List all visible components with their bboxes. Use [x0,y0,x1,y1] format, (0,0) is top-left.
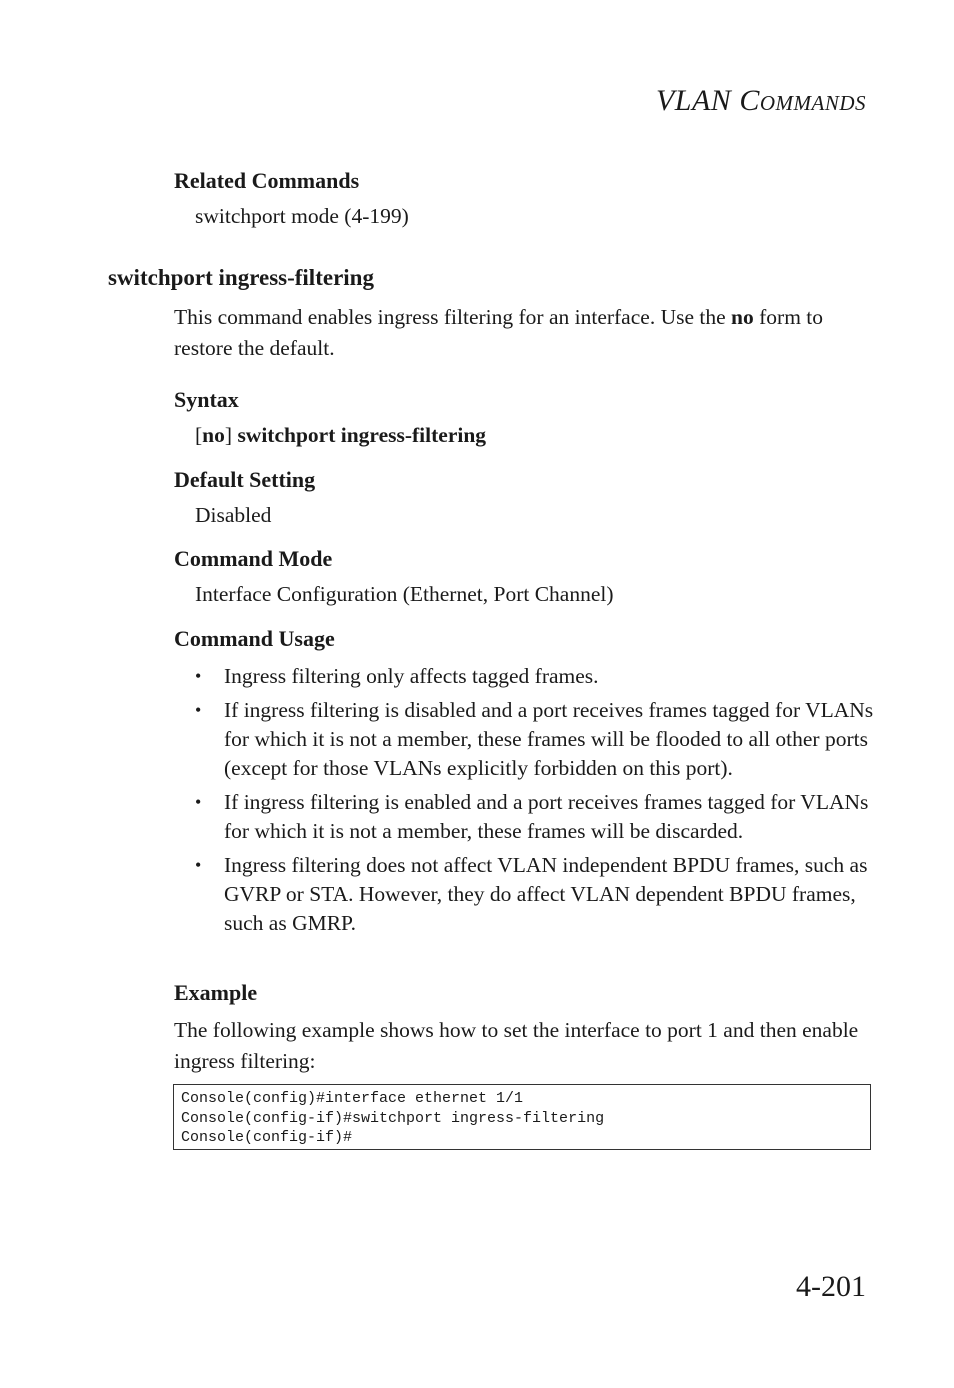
related-commands-heading: Related Commands [174,168,360,193]
bullet-icon: • [195,666,202,686]
code-line: Console(config-if)#switchport ingress-filtering [181,1109,605,1127]
list-item [195,788,875,846]
default-setting-heading: Default Setting [174,467,316,492]
list-item [195,662,875,691]
page-number: 4-201 [796,1270,866,1303]
command-title: switchport ingress-filtering [108,265,374,290]
syntax-optional-keyword: no [202,423,225,447]
running-header [656,84,866,118]
command-mode-value: Interface Configuration (Ethernet, Port Channel) [195,582,614,606]
command-description [174,302,874,364]
syntax-open-bracket: [ [195,423,203,447]
command-usage-heading: Command Usage [174,626,335,651]
description-after: form to restore the default. [174,305,824,360]
bullet-icon: • [195,855,202,875]
list-item [195,851,875,938]
list-item-text: If ingress filtering is enabled and a port receives frames tagged for VLANs for which it is not a member, these frames will be discarded. [224,790,869,843]
description-before: This command enables ingress filtering for an interface. Use the [174,305,732,329]
example-description: The following example shows how to set the interface to port 1 and then enable ingress filtering: [174,1018,859,1073]
list-item [195,696,875,783]
example-heading: Example [174,980,258,1005]
list-item-text: Ingress filtering does not affect VLAN independent BPDU frames, such as GVRP or STA. However, they do affect VLAN dependent BPDU frames, such as GMRP. [224,853,868,935]
list-item-text: Ingress filtering only affects tagged frames. [224,664,599,688]
command-usage-list [195,662,875,943]
bullet-icon: • [195,792,202,812]
default-setting-value: Disabled [195,503,272,527]
code-line: Console(config)#interface ethernet 1/1 [181,1090,524,1107]
syntax-command: switchport ingress-filtering [237,423,487,447]
running-header-prefix: VLAN [655,84,740,117]
code-block [173,1084,871,1150]
syntax-heading: Syntax [174,387,239,412]
bullet-icon: • [195,700,202,720]
related-commands-text: switchport mode (4-199) [195,204,409,228]
running-header-caps: Commands [739,84,866,117]
command-mode-heading: Command Mode [174,546,333,571]
syntax-close-bracket: ] [224,423,238,447]
syntax-line [195,423,486,448]
list-item-text: If ingress filtering is disabled and a port receives frames tagged for VLANs for which it is not a member, these frames will be flooded to all other ports (except for those VLANs explicitly forbidden on this port). [224,698,874,780]
description-bold: no [731,305,754,329]
code-line: Console(config-if)# [181,1129,353,1146]
